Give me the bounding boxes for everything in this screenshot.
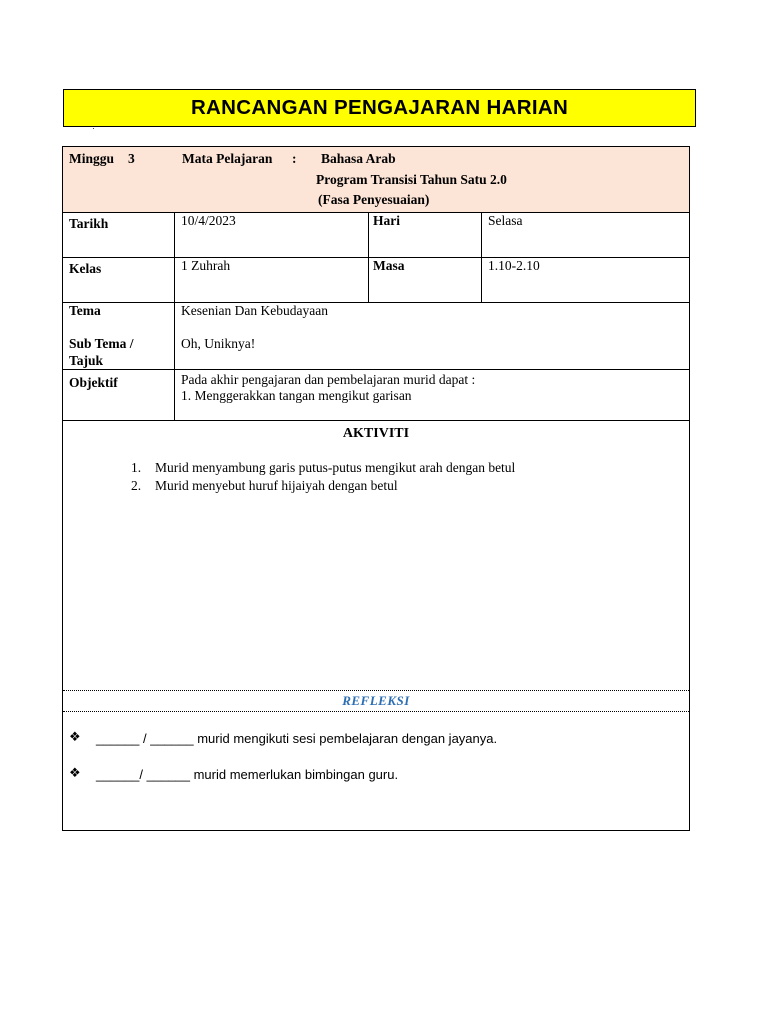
subject-label: Mata Pelajaran <box>182 151 273 166</box>
lesson-plan-form <box>62 146 690 831</box>
subtema-value: Oh, Uniknya! <box>181 336 256 351</box>
label-column-divider <box>174 212 175 420</box>
objektif-intro: Pada akhir pengajaran dan pembelajaran murid dapat : <box>181 372 476 387</box>
aktiviti-item: Murid menyambung garis putus-putus mengikut arah dengan betul <box>155 460 516 475</box>
tarikh-label: Tarikh <box>69 216 109 231</box>
diamond-bullet-icon: ❖ <box>69 730 81 745</box>
diamond-bullet-icon: ❖ <box>69 766 81 781</box>
tema-value: Kesenian Dan Kebudayaan <box>181 303 328 318</box>
aktiviti-heading: AKTIVITI <box>342 426 410 441</box>
program-line: Program Transisi Tahun Satu 2.0 <box>316 172 507 187</box>
subject-value: Bahasa Arab <box>321 151 396 166</box>
masa-label: Masa <box>373 258 405 273</box>
page-title: RANCANGAN PENGAJARAN HARIAN <box>190 96 569 119</box>
minggu-label: Minggu <box>69 151 115 166</box>
title-banner <box>63 89 696 127</box>
tarikh-value: 10/4/2023 <box>181 213 236 228</box>
refleksi-item: ______/ ______ murid memerlukan bimbingan guru. <box>96 767 399 782</box>
objektif-item: 1. Menggerakkan tangan mengikut garisan <box>181 388 412 403</box>
row-divider <box>63 369 689 370</box>
stray-mark <box>93 128 94 129</box>
subject-colon: : <box>292 151 297 166</box>
kelas-label: Kelas <box>69 261 102 276</box>
phase-line: (Fasa Penyesuaian) <box>318 192 430 207</box>
refleksi-heading: REFLEKSI <box>342 693 410 708</box>
aktiviti-item-number: 1. <box>131 460 142 475</box>
subtema-label: Sub Tema / <box>69 336 134 351</box>
row-divider <box>63 420 689 421</box>
tema-label: Tema <box>69 303 101 318</box>
aktiviti-item: Murid menyebut huruf hijaiyah dengan betul <box>155 478 398 493</box>
masa-value: 1.10-2.10 <box>488 258 540 273</box>
refleksi-item: ______ / ______ murid mengikuti sesi pembelajaran dengan jayanya. <box>96 731 498 746</box>
objektif-label: Objektif <box>69 375 118 390</box>
kelas-value: 1 Zuhrah <box>181 258 231 273</box>
hari-label: Hari <box>373 213 400 228</box>
row-divider <box>63 302 689 303</box>
tajuk-label: Tajuk <box>69 353 104 368</box>
dotted-divider <box>63 711 689 712</box>
minggu-value: 3 <box>128 151 135 166</box>
dotted-divider <box>63 690 689 691</box>
hari-value: Selasa <box>488 213 523 228</box>
aktiviti-item-number: 2. <box>131 478 142 493</box>
